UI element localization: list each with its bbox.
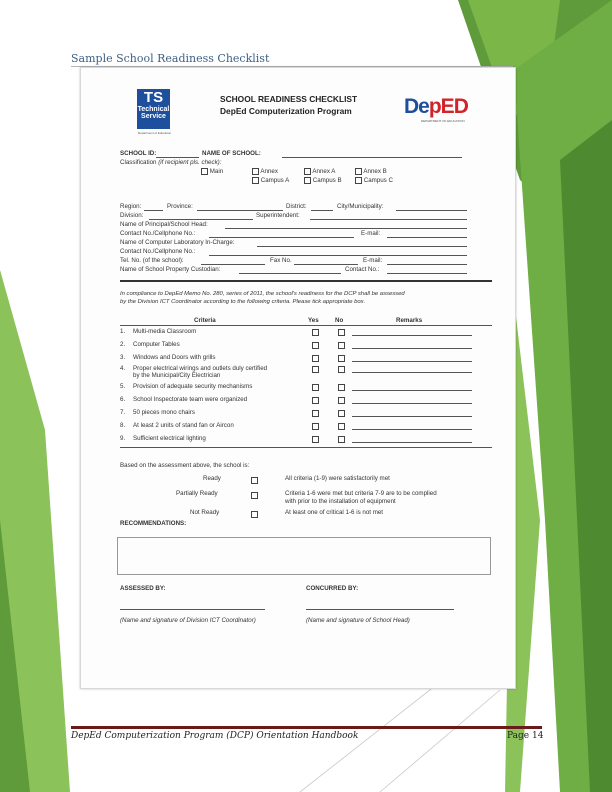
criteria-header: Criteria (194, 317, 216, 324)
assessed-caption: (Name and signature of Division ICT Coordinator) (120, 617, 256, 624)
principal-label: Name of Principal/School Head: (120, 221, 208, 228)
table-bottom-rule (120, 447, 492, 448)
criteria-yes-checkbox[interactable] (312, 436, 319, 443)
assessment-label: Ready (203, 475, 221, 482)
criteria-yes-checkbox[interactable] (312, 384, 319, 391)
option-campus-b-label: Campus B (312, 177, 342, 185)
division-line[interactable] (149, 219, 253, 220)
province-line[interactable] (197, 210, 283, 211)
compliance-text-1: In compliance to DepEd Memo No. 280, series of 2011, the school's readiness for the DCP shall be assessed (120, 291, 405, 297)
criteria-yes-checkbox[interactable] (312, 423, 319, 430)
criteria-no-checkbox[interactable] (338, 410, 345, 417)
criteria-yes-checkbox[interactable] (312, 355, 319, 362)
email1-label: E-mail: (361, 230, 381, 237)
criteria-remarks-line[interactable] (352, 361, 472, 362)
region-label: Region: (120, 203, 142, 210)
criteria-number: 8. (120, 422, 126, 429)
province-label: Province: (167, 203, 193, 210)
criteria-no-checkbox[interactable] (338, 423, 345, 430)
checkbox[interactable] (304, 168, 311, 175)
assessment-intro: Based on the assessment above, the school is: (120, 462, 250, 469)
ts-logo (137, 89, 170, 129)
criteria-number: 9. (120, 435, 126, 442)
region-line[interactable] (144, 210, 163, 211)
criteria-remarks-line[interactable] (352, 335, 472, 336)
division-label: Division: (120, 212, 144, 219)
option-annex-b[interactable] (355, 168, 387, 175)
criteria-text: Provision of adequate security mechanisms (133, 383, 253, 390)
criteria-remarks-line[interactable] (352, 442, 472, 443)
criteria-yes-checkbox[interactable] (312, 397, 319, 404)
criteria-no-checkbox[interactable] (338, 355, 345, 362)
recommendations-box[interactable] (117, 537, 491, 575)
checkbox[interactable] (355, 177, 362, 184)
district-line[interactable] (311, 210, 333, 211)
assessment-description: At least one of critical 1-6 is not met (285, 509, 384, 516)
district-label: District: (286, 203, 307, 210)
classification-note: (if recipient pls. check): (158, 159, 222, 166)
assessment-checkbox[interactable] (251, 511, 258, 518)
assessment-label: Partially Ready (176, 490, 218, 497)
checkbox[interactable] (201, 168, 208, 175)
principal-line[interactable] (225, 228, 467, 229)
criteria-text: Computer Tables (133, 341, 180, 348)
criteria-no-checkbox[interactable] (338, 342, 345, 349)
email1-line[interactable] (387, 237, 467, 238)
criteria-text: Sufficient electrical lighting (133, 435, 206, 442)
school-name-line (282, 157, 462, 158)
criteria-text: Proper electrical wirings and outlets duly certified (133, 365, 268, 372)
criteria-remarks-line[interactable] (352, 403, 472, 404)
criteria-text: At least 2 units of stand fan or Aircon (133, 422, 234, 429)
page-heading: Sample School Readiness Checklist (71, 52, 270, 65)
contact2-label: Contact No./Cellphone No.: (120, 248, 196, 255)
classification-label: Classification (120, 159, 157, 166)
classification-row (120, 159, 221, 166)
criteria-no-checkbox[interactable] (338, 384, 345, 391)
criteria-no-checkbox[interactable] (338, 436, 345, 443)
city-line[interactable] (396, 210, 467, 211)
option-annex[interactable] (252, 168, 278, 175)
checklist-subtitle: DepEd Computerization Program (220, 106, 352, 116)
contact1-label: Contact No./Cellphone No.: (120, 230, 196, 237)
option-campus-a-label: Campus A (260, 177, 290, 185)
concurred-signature-line[interactable] (306, 609, 454, 610)
assessed-signature-line[interactable] (120, 609, 265, 610)
school-id-line (156, 157, 199, 158)
criteria-yes-checkbox[interactable] (312, 366, 319, 373)
contact3-label: Contact No.: (345, 266, 380, 273)
email2-line[interactable] (387, 264, 467, 265)
contact1-line[interactable] (209, 237, 354, 238)
deped-logo (404, 95, 468, 119)
concurred-caption: (Name and signature of School Head) (306, 617, 410, 624)
ts-logo-caption: Department of Education (138, 131, 172, 135)
school-name-label: NAME OF SCHOOL: (202, 150, 261, 157)
criteria-text-continued: by the Municipal/City Electrician (133, 372, 221, 379)
option-campus-c[interactable] (355, 177, 393, 184)
criteria-remarks-line[interactable] (352, 372, 472, 373)
criteria-text: Windows and Doors with grills (133, 354, 216, 361)
option-annex-a-label: Annex A (312, 168, 336, 176)
superintendent-line[interactable] (310, 219, 467, 220)
criteria-number: 7. (120, 409, 126, 416)
tel-label: Tel. No. (of the school): (120, 257, 184, 264)
criteria-no-checkbox[interactable] (338, 397, 345, 404)
checkbox[interactable] (304, 177, 311, 184)
option-campus-b[interactable] (304, 177, 342, 184)
criteria-text: Multi-media Classroom (133, 328, 197, 335)
footer-title: DepEd Computerization Program (DCP) Orientation Handbook (71, 731, 359, 741)
option-main-label: Main (209, 168, 224, 176)
criteria-number: 6. (120, 396, 126, 403)
criteria-number: 3. (120, 354, 126, 361)
page-number: Page 14 (507, 731, 544, 741)
criteria-text: 50 pieces mono chairs (133, 409, 195, 416)
assessment-checkbox[interactable] (251, 492, 258, 499)
criteria-yes-checkbox[interactable] (312, 342, 319, 349)
criteria-remarks-line[interactable] (352, 429, 472, 430)
lab-incharge-label: Name of Computer Laboratory In-Charge: (120, 239, 235, 246)
option-annex-b-label: Annex B (363, 168, 387, 176)
option-annex-a[interactable] (304, 168, 335, 175)
table-header-rule (120, 325, 492, 326)
section-divider (120, 280, 492, 282)
checklist-title: SCHOOL READINESS CHECKLIST (220, 94, 358, 104)
fax-label: Fax No. (270, 257, 292, 264)
superintendent-label: Superintendent: (256, 212, 300, 219)
contact3-line[interactable] (387, 273, 467, 274)
tel-line[interactable] (201, 264, 265, 265)
ts-logo-technical: Technical (137, 106, 170, 113)
assessment-checkbox[interactable] (251, 477, 258, 484)
assessment-description-continued: with prior to the installation of equipment (285, 498, 396, 505)
option-campus-c-label: Campus C (363, 177, 393, 185)
remarks-header: Remarks (396, 317, 423, 324)
criteria-yes-checkbox[interactable] (312, 329, 319, 336)
criteria-yes-checkbox[interactable] (312, 410, 319, 417)
criteria-number: 5. (120, 383, 126, 390)
option-campus-a[interactable] (252, 177, 289, 184)
criteria-number: 1. (120, 328, 126, 335)
footer-rule (71, 726, 542, 729)
criteria-number: 2. (120, 341, 126, 348)
contact2-line[interactable] (209, 255, 467, 256)
criteria-no-checkbox[interactable] (338, 329, 345, 336)
assessed-by-label: ASSESSED BY: (120, 585, 166, 592)
assessment-description: All criteria (1-9) were satisfactorily met (285, 475, 390, 482)
deped-logo-ped: pED (428, 95, 468, 118)
no-header: No (335, 317, 344, 324)
deped-logo-caption: DEPARTMENT OF EDUCATION (421, 119, 465, 123)
criteria-remarks-line[interactable] (352, 416, 472, 417)
compliance-text-2: by the Division ICT Coordinator according to the following criteria. Please tick appropriate box. (120, 299, 366, 305)
school-id-label: SCHOOL ID: (120, 150, 157, 157)
checkbox[interactable] (252, 168, 259, 175)
city-label: City/Municipality: (337, 203, 384, 210)
assessment-label: Not Ready (190, 509, 220, 516)
option-main[interactable] (201, 168, 223, 175)
ts-logo-service: Service (141, 113, 166, 120)
criteria-text: School Inspectorate team were organized (133, 396, 248, 403)
assessment-description: Criteria 1-6 were met but criteria 7-9 are to be complied (285, 490, 437, 497)
fax-line[interactable] (294, 264, 358, 265)
checklist-scan (80, 67, 516, 689)
recommendations-label: RECOMMENDATIONS: (120, 520, 187, 527)
custodian-line[interactable] (239, 273, 341, 274)
custodian-label: Name of School Property Custodian: (120, 266, 221, 273)
deped-logo-de: De (404, 95, 429, 118)
criteria-remarks-line[interactable] (352, 348, 472, 349)
criteria-number: 4. (120, 365, 126, 372)
yes-header: Yes (308, 317, 319, 324)
ts-logo-text: TS (143, 89, 164, 106)
criteria-no-checkbox[interactable] (338, 366, 345, 373)
lab-incharge-line[interactable] (257, 246, 467, 247)
concurred-by-label: CONCURRED BY: (306, 585, 359, 592)
checkbox[interactable] (355, 168, 362, 175)
criteria-remarks-line[interactable] (352, 390, 472, 391)
option-annex-label: Annex (260, 168, 278, 176)
email2-label: E-mail: (363, 257, 383, 264)
thin-line-2 (380, 690, 500, 792)
checkbox[interactable] (252, 177, 259, 184)
